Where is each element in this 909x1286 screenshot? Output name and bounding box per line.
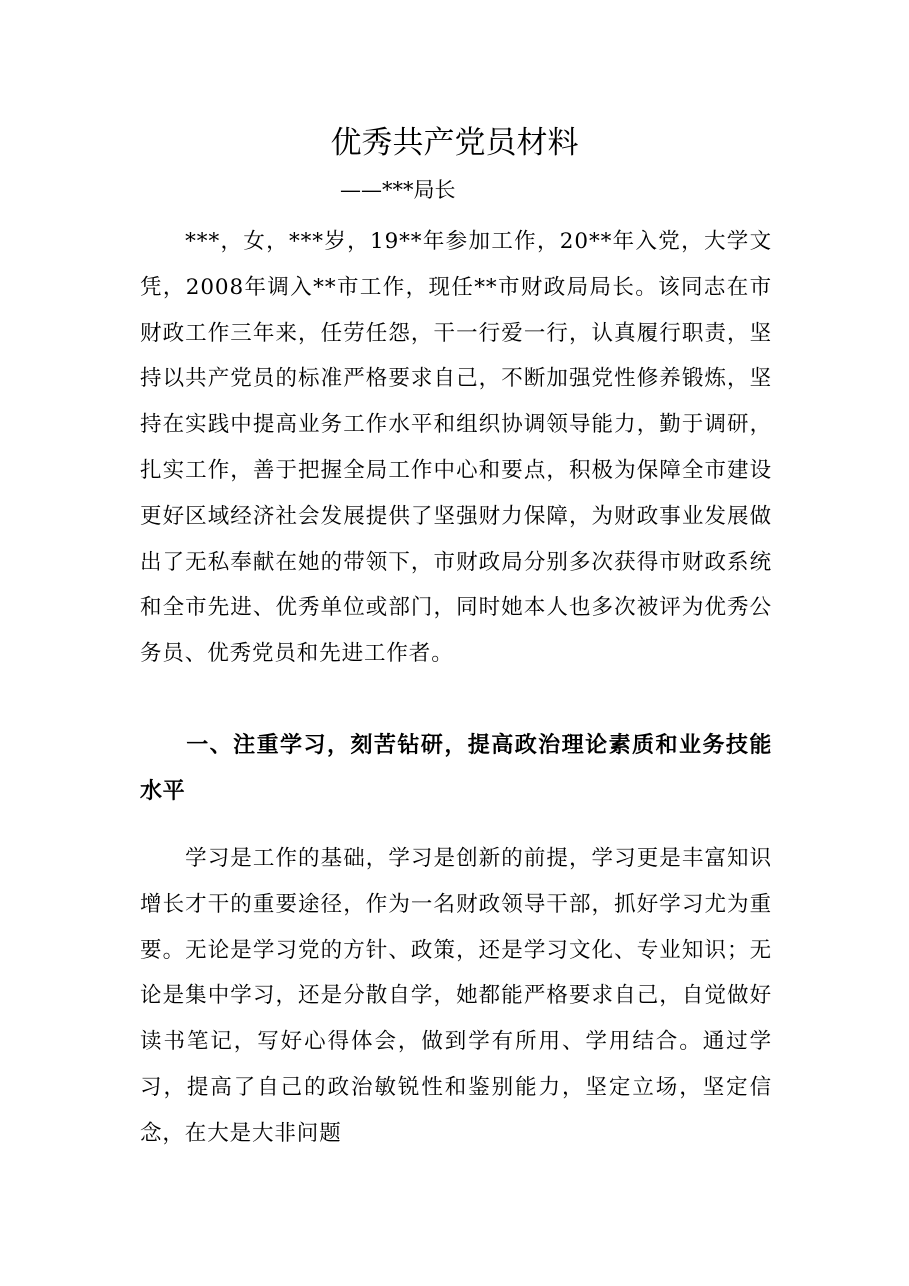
intro-paragraph: ***，女，***岁，19**年参加工作，20**年入党，大学文凭，2008年调入**市工作，现任**市财政局局长。该同志在市财政工作三年来，任劳任怨，干一行爱一行，认真履行职责，坚持以共产党员的标准严格要求自己，不断加强党性修养锻炼，坚持在实践中提高业务工作水平和组织协调领导能力，勤于调研，扎实工作，善于把握全局工作中心和要点，积极为保障全市建设更好区域经济社会发展提供了坚强财力保障，为财政事业发展做出了无私奉献在她的带领下，市财政局分别多次获得市财政系统和全市先进、优秀单位或部门，同时她本人也多次被评为优秀公务员、优秀党员和先进工作者。: [140, 229, 772, 667]
document-title: 优秀共产党员材料: [330, 125, 579, 161]
document-subtitle: ——***局长: [340, 178, 456, 202]
section-paragraph: 学习是工作的基础，学习是创新的前提，学习更是丰富知识增长才干的重要途径，作为一名财政领导干部，抓好学习尤为重要。无论是学习党的方针、政策，还是学习文化、专业知识；无论是集中学习，还是分散自学，她都能严格要求自己，自觉做好读书笔记，写好心得体会，做到学有所用、学用结合。通过学习，提高了自己的政治敏锐性和鉴别能力，坚定立场，坚定信念，在大是大非问题: [140, 846, 772, 1146]
section-heading: 一、注重学习，刻苦钻研，提高政治理论素质和业务技能水平: [140, 733, 772, 804]
